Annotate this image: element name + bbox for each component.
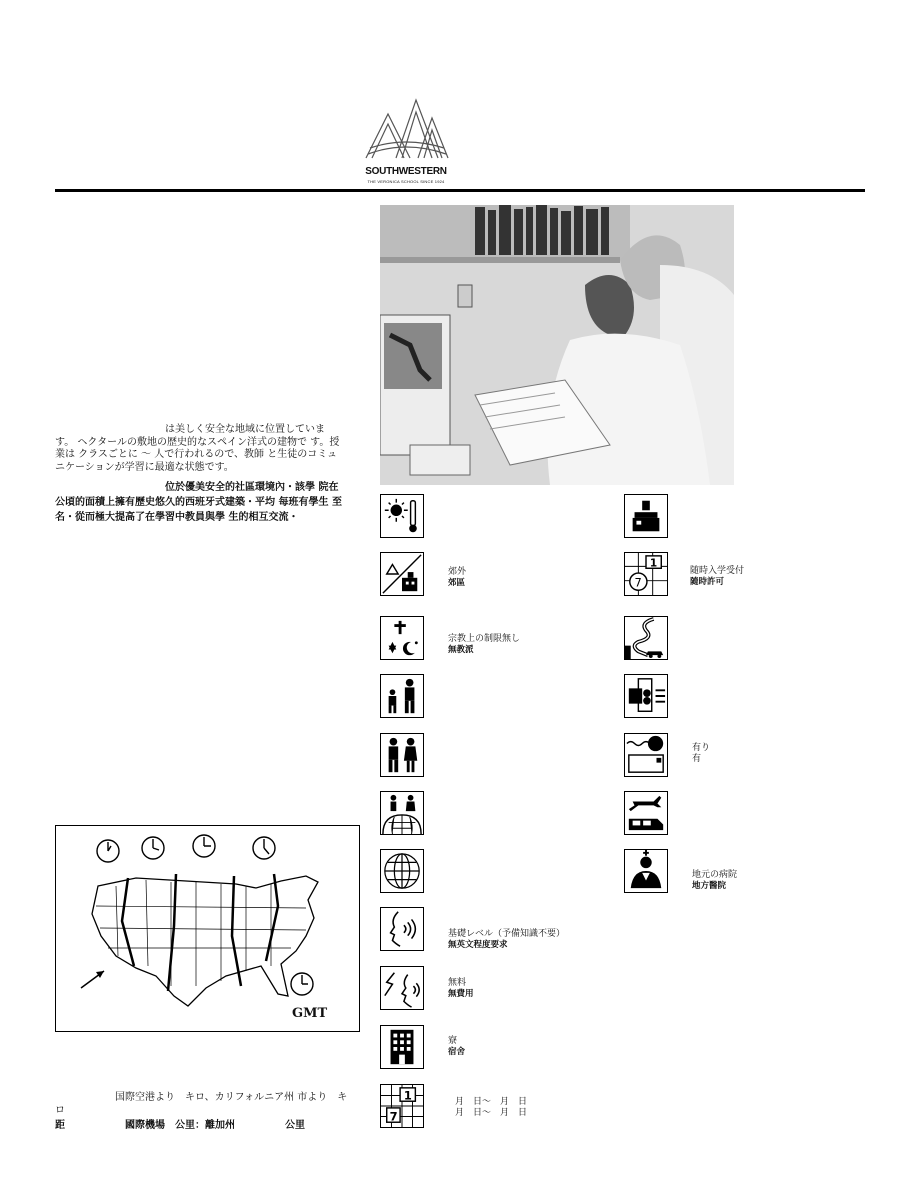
fee-label-zh: 無費用 xyxy=(448,989,474,999)
language-level-label-zh: 無英文程度要求 xyxy=(448,940,508,950)
fee-label-jp: 無料 xyxy=(448,978,467,988)
logo-subtitle: THE VERONICA SCHOOL SINCE 1924 xyxy=(367,179,445,184)
religion-label xyxy=(448,634,520,656)
dormitory-label xyxy=(448,1036,465,1058)
mail-label-zh: 有 xyxy=(692,754,702,764)
suburb-label-jp: 郊外 xyxy=(448,567,467,577)
calendar-enrollment-icon xyxy=(624,552,668,596)
hospital-icon xyxy=(624,849,668,893)
road-car-icon xyxy=(624,616,668,660)
hospital-label-jp: 地元の病院 xyxy=(692,870,738,880)
intro-chinese: 位於優美安全的社區環境內・該學 院在 公頃的面積上擁有歷史悠久的西班牙式建築・平均 每班有學生 至 名・從而極大提高了在學習中教員與學 生的相互交流・ xyxy=(55,482,342,523)
religion-label-zh: 無教派 xyxy=(448,645,474,655)
svg-text:7: 7 xyxy=(389,1109,398,1124)
international-students-icon xyxy=(380,791,424,835)
sun-thermometer-icon xyxy=(380,494,424,538)
logo-title: SOUTHWESTERN xyxy=(365,166,447,177)
language-level-label-jp: 基礎レベル（予備知識不要） xyxy=(448,929,566,939)
classroom-photo xyxy=(380,205,734,485)
suburb-label-zh: 郊區 xyxy=(448,578,466,588)
dormitory-label-jp: 寮 xyxy=(448,1036,458,1046)
gmt-label: GMT xyxy=(292,1006,328,1021)
calendar-dates-icon xyxy=(380,1084,424,1128)
airport-pickup-icon xyxy=(624,791,668,835)
dormitory-icon xyxy=(380,1025,424,1069)
speaking-icon xyxy=(380,907,424,951)
adult-child-icon xyxy=(380,674,424,718)
enrollment-label-jp: 随時入学受付 xyxy=(690,566,745,576)
dormitory-label-zh: 宿舍 xyxy=(448,1047,466,1057)
fee-label xyxy=(448,978,474,1000)
desk-person-icon xyxy=(624,494,668,538)
access-chinese: 距 國際機場 公里：離加州 公里 xyxy=(55,1120,305,1131)
hospital-label-zh: 地方醫院 xyxy=(692,881,727,891)
mail-service-icon xyxy=(624,733,668,777)
hospital-label xyxy=(692,870,737,892)
exam-icon xyxy=(624,674,668,718)
mountain-logo-icon xyxy=(358,96,454,168)
us-time-zone-map xyxy=(55,825,360,1032)
enrollment-label xyxy=(690,566,744,588)
speaking-fee-icon xyxy=(380,966,424,1010)
religion-label-jp: 宗教上の制限無し xyxy=(448,634,521,644)
svg-text:1: 1 xyxy=(403,1088,412,1103)
header-divider xyxy=(55,189,865,192)
enrollment-label-zh: 隨時許可 xyxy=(690,577,725,587)
term-dates-line1: 月 日～ 月 日 xyxy=(455,1097,528,1107)
term-dates xyxy=(455,1097,527,1119)
intro-japanese: は美しく安全な地域に位置していま す。 ヘクタールの敷地の歴史的なスペイン洋式の建物で す。授業は クラスごとに ～ 人で行われるので、教師 と生徒のコミュニケーションが学習に最適な状態です。 xyxy=(55,424,340,473)
suburb-label xyxy=(448,567,466,589)
mail-label-jp: 有り xyxy=(692,743,711,753)
school-logo xyxy=(358,96,454,200)
access-japanese: 国際空港より キロ、カリフォルニア州 市より キロ xyxy=(55,1092,348,1116)
svg-text:7: 7 xyxy=(634,575,642,590)
suburb-icon xyxy=(380,552,424,596)
mail-label xyxy=(692,743,710,765)
svg-text:1: 1 xyxy=(649,557,658,570)
religion-icon xyxy=(380,616,424,660)
globe-icon xyxy=(380,849,424,893)
male-female-icon xyxy=(380,733,424,777)
language-level-label xyxy=(448,929,565,951)
usa-map-icon xyxy=(56,826,361,1033)
term-dates-line2: 月 日～ 月 日 xyxy=(455,1108,528,1118)
